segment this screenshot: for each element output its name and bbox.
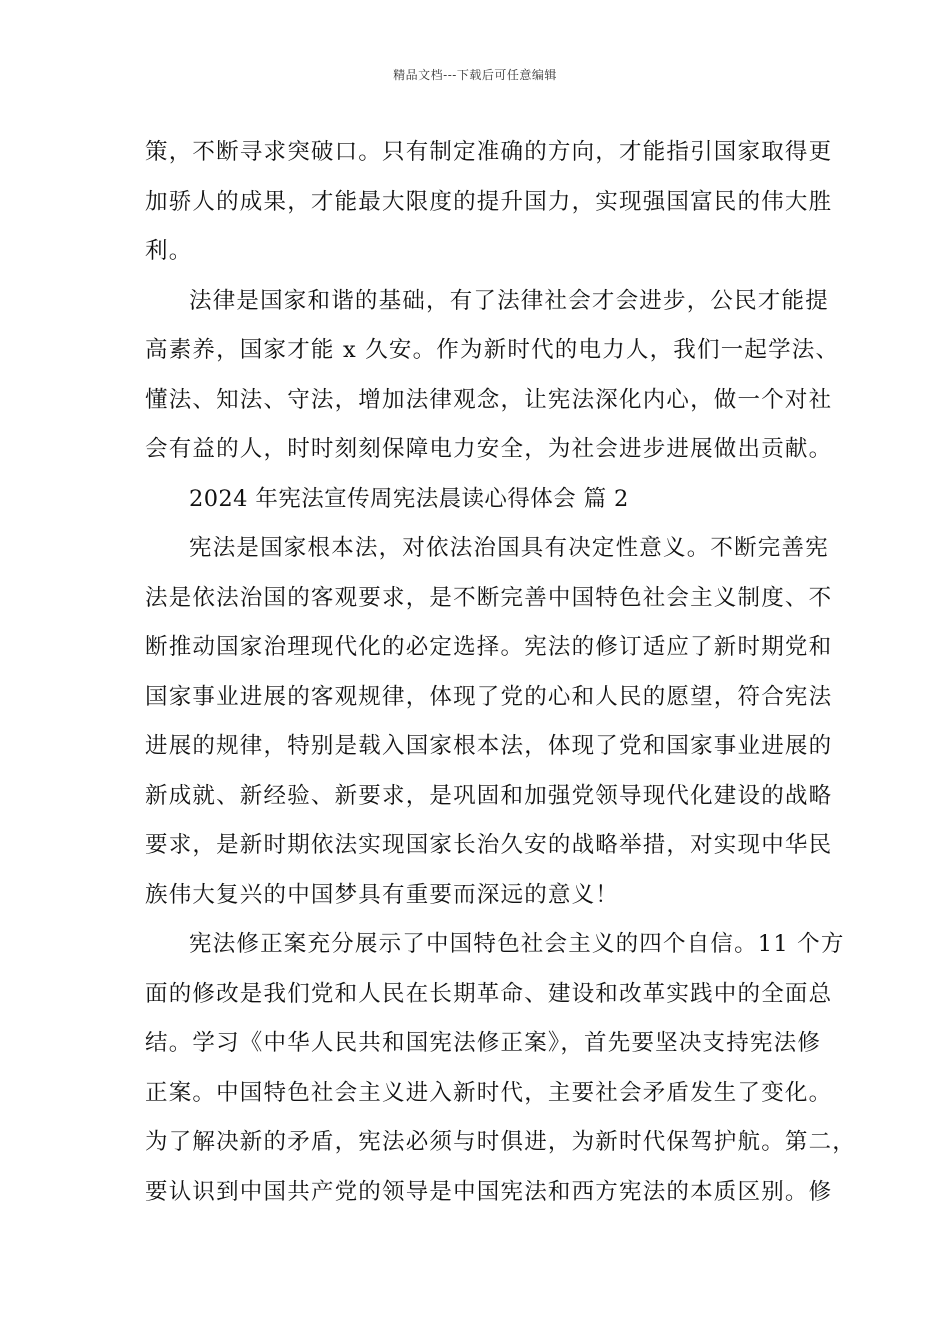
text-line: 法是依法治国的客观要求，是不断完善中国特色社会主义制度、不 [145,584,833,611]
paragraph-start-line: 宪法修正案充分展示了中国特色社会主义的四个自信。11 个方 [189,931,845,957]
text-line: 加骄人的成果，才能最大限度的提升国力，实现强国富民的伟大胜 [145,188,833,215]
text-line: 懂法、知法、守法，增加法律观念，让宪法深化内心，做一个对社 [145,386,833,413]
text-line: 新成就、新经验、新要求，是巩固和加强党领导现代化建设的战略 [145,782,833,809]
text-line: 正案。中国特色社会主义进入新时代，主要社会矛盾发生了变化。 [145,1079,833,1106]
text-line: 高素养，国家才能 x 久安。作为新时代的电力人，我们一起学法、 [145,337,840,363]
paragraph-start-line: 法律是国家和谐的基础，有了法律社会才会进步，公民才能提 [189,287,829,314]
text-line: 利。 [145,238,193,264]
text-line: 进展的规律，特别是载入国家根本法，体现了党和国家事业进展的 [145,733,833,759]
section-heading: 2024 年宪法宣传周宪法晨读心得体会 篇 2 [189,485,629,512]
text-line: 要求，是新时期依法实现国家长治久安的战略举措，对实现中华民 [145,832,833,858]
text-line: 结。学习《中华人民共和国宪法修正案》，首先要坚决支持宪法修 [145,1030,822,1056]
text-line: 断推动国家治理现代化的必定选择。宪法的修订适应了新时期党和 [145,634,833,660]
text-line: 族伟大复兴的中国梦具有重要而深远的意义！ [145,881,620,908]
text-line: 面的修改是我们党和人民在长期革命、建设和改革实践中的全面总 [145,980,833,1007]
text-line: 策，不断寻求突破口。只有制定准确的方向，才能指引国家取得更 [145,139,833,165]
text-line: 国家事业进展的客观规律，体现了党的心和人民的愿望，符合宪法 [145,683,833,710]
text-line: 要认识到中国共产党的领导是中国宪法和西方宪法的本质区别。修 [145,1178,833,1205]
document-body [145,128,857,1217]
page-header: 精品文档---下载后可任意编辑 [393,68,557,82]
text-line: 为了解决新的矛盾，宪法必须与时俱进，为新时代保驾护航。第二， [145,1129,857,1155]
paragraph-start-line: 宪法是国家根本法，对依法治国具有决定性意义。不断完善宪 [189,535,829,561]
text-line: 会有益的人，时时刻刻保障电力安全，为社会进步进展做出贡献。 [145,436,833,462]
